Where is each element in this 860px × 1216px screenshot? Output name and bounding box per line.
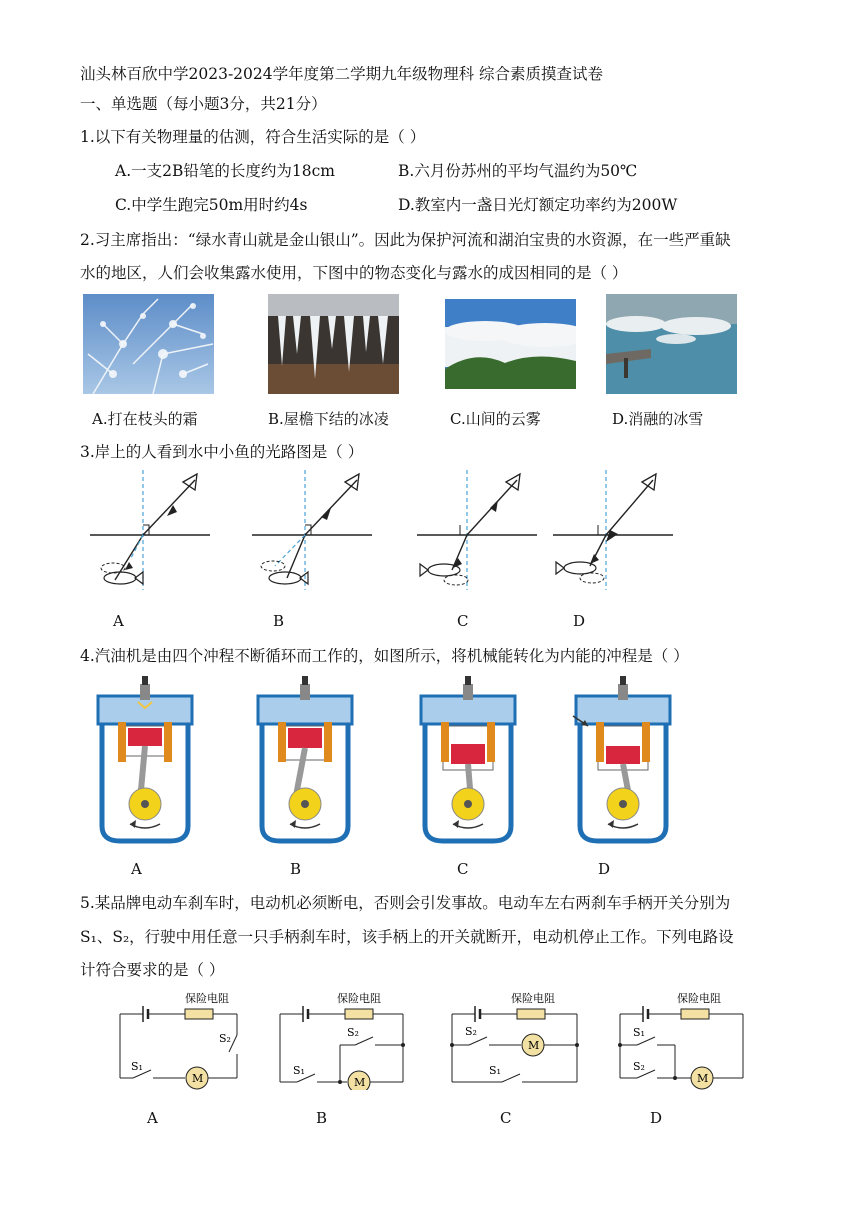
- q5-label-b: B: [316, 1109, 328, 1127]
- q4-engine-a: [90, 676, 200, 850]
- q5-circuit-d: [615, 990, 750, 1094]
- q2-stem-line2: 水的地区，人们会收集露水使用，下图中的物态变化与露水的成因相同的是（ ）: [80, 264, 628, 282]
- melting-snow-photo: [606, 294, 737, 394]
- q2-caption-b: B.屋檐下结的冰凌: [268, 410, 389, 428]
- q3-stem: 3.岸上的人看到水中小鱼的光路图是（ ）: [80, 443, 364, 461]
- q5-stem-line2: S₁、S₂，行驶中用任意一只手柄刹车时，该手柄上的开关就断开，电动机停止工作。下列电路设: [80, 928, 734, 946]
- resistor-label: 保险电阻: [337, 992, 381, 1005]
- switch-s1-label: S₁: [489, 1064, 501, 1077]
- q2-caption-d: D.消融的冰雪: [612, 410, 704, 428]
- q4-stem: 4.汽油机是由四个冲程不断循环而工作的，如图所示，将机械能转化为内能的冲程是（ ）: [80, 647, 689, 665]
- switch-s1-label: S₁: [131, 1060, 143, 1073]
- q5-circuit-a: [115, 990, 250, 1094]
- q4-label-a: A: [131, 860, 142, 878]
- q1-option-b: B.六月份苏州的平均气温约为50℃: [398, 162, 638, 180]
- switch-s2-label: S₂: [633, 1060, 645, 1073]
- motor-label: M: [697, 1072, 709, 1085]
- q3-diagram-a: [85, 470, 215, 604]
- q3-label-d: D: [573, 612, 586, 630]
- q3-diagram-b: [247, 470, 377, 604]
- frost-photo: [83, 294, 214, 394]
- icicle-photo: [268, 294, 399, 394]
- q1-option-c: C.中学生跑完50m用时约4s: [115, 196, 308, 214]
- resistor-label: 保险电阻: [511, 992, 555, 1005]
- resistor-label: 保险电阻: [185, 992, 229, 1005]
- q5-stem-line1: 5.某品牌电动车刹车时，电动机必须断电，否则会引发事故。电动车左右两刹车手柄开关分别为: [80, 894, 731, 912]
- q1-stem: 1.以下有关物理量的估测，符合生活实际的是（ ）: [80, 128, 426, 146]
- q2-caption-a: A.打在枝头的霜: [92, 410, 198, 428]
- motor-label: M: [528, 1039, 540, 1052]
- switch-s2-label: S₂: [347, 1026, 359, 1039]
- switch-s1-label: S₁: [293, 1064, 305, 1077]
- q5-circuit-b: [275, 990, 410, 1094]
- q2-stem-line1: 2.习主席指出：“绿水青山就是金山银山”。因此为保护河流和湖泊宝贵的水资源，在一些严重缺: [80, 231, 731, 249]
- q5-stem-line3: 计符合要求的是（ ）: [80, 961, 225, 979]
- q1-option-a: A.一支2B铅笔的长度约为18cm: [115, 162, 335, 180]
- q3-label-c: C: [457, 612, 469, 630]
- q3-label-b: B: [273, 612, 285, 630]
- q3-diagram-c: [412, 470, 542, 604]
- q4-engine-d: [568, 676, 678, 850]
- q2-caption-c: C.山间的云雾: [450, 410, 541, 428]
- q3-diagram-d: [548, 470, 678, 604]
- motor-label: M: [192, 1072, 204, 1085]
- q4-label-b: B: [290, 860, 302, 878]
- q1-option-d: D.教室内一盏日光灯额定功率约为200W: [398, 196, 678, 214]
- q4-engine-c: [413, 676, 523, 850]
- switch-s2-label: S₂: [465, 1025, 477, 1038]
- q5-label-a: A: [147, 1109, 158, 1127]
- q3-label-a: A: [113, 612, 124, 630]
- resistor-label: 保险电阻: [677, 992, 721, 1005]
- exam-title: 汕头林百欣中学2023-2024学年度第二学期九年级物理科 综合素质摸查试卷: [80, 65, 604, 83]
- section-title: 一、单选题（每小题3分，共21分）: [80, 95, 327, 113]
- q5-label-d: D: [650, 1109, 663, 1127]
- switch-s2-label: S₂: [219, 1032, 231, 1045]
- q4-engine-b: [250, 676, 360, 850]
- motor-label: M: [354, 1076, 366, 1089]
- q4-label-c: C: [457, 860, 469, 878]
- q5-circuit-c: [447, 990, 582, 1094]
- q5-label-c: C: [500, 1109, 512, 1127]
- fog-photo: [445, 299, 576, 389]
- q4-label-d: D: [598, 860, 611, 878]
- switch-s1-label: S₁: [633, 1026, 645, 1039]
